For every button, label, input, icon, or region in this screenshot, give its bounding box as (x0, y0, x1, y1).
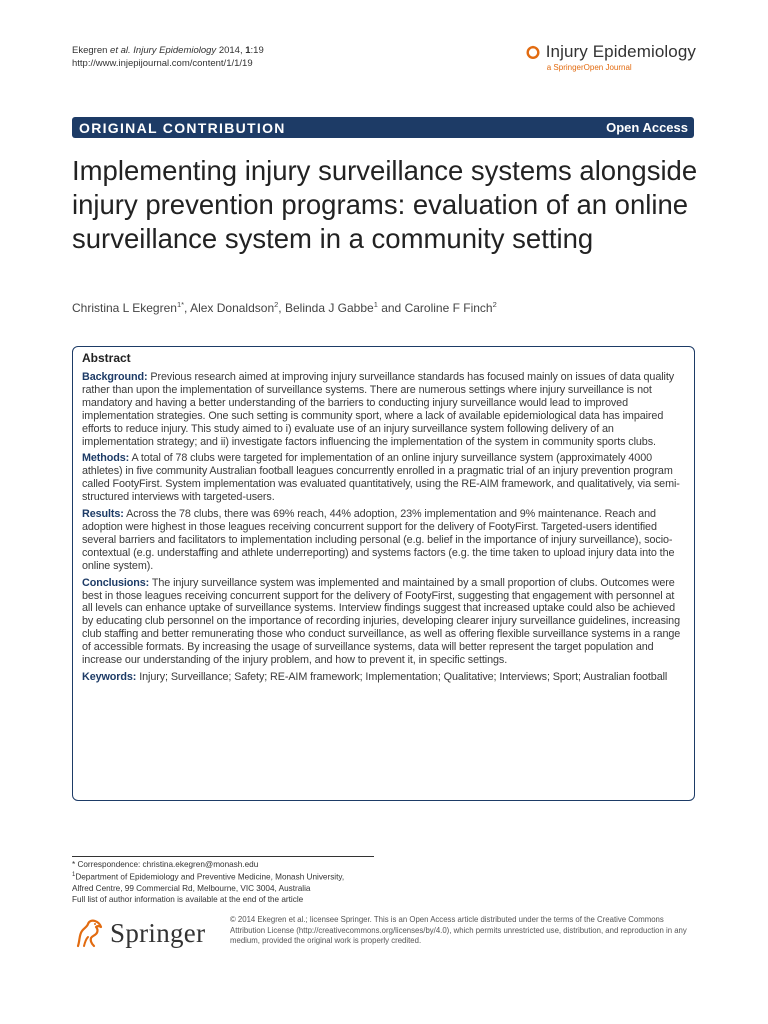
abstract-box (72, 346, 695, 801)
article-url[interactable]: http://www.injepijournal.com/content/1/1/19 (72, 58, 253, 69)
section-label: Conclusions: (82, 576, 150, 589)
correspondence-email[interactable]: * Correspondence: christina.ekegren@monash.edu (72, 860, 259, 869)
affiliation (72, 870, 402, 883)
abstract-results (82, 508, 684, 573)
affiliation-line: Alfred Centre, 99 Commercial Rd, Melbourne, VIC 3004, Australia (72, 883, 311, 893)
section-text: A total of 78 clubs were targeted for implementation of an online injury surveillance system (approximately 4000 athletes) in five community Australian football leagues concurrently enrolled in a pragmatic trial of an injury prevention program called FootyFirst. System implementation was evaluated quantitatively, using the RE-AIM framework, and qualitatively, via semi-structured interviews with targeted-users. (82, 452, 680, 504)
section-label: Keywords: (82, 670, 137, 683)
citation-et-al: et al. (110, 45, 131, 56)
publisher-logo[interactable] (72, 916, 205, 950)
publisher-name: Springer (110, 917, 206, 948)
author-affiliation-mark: 2 (492, 300, 497, 309)
affiliation-mark: 1 (72, 872, 76, 878)
article-citation (72, 44, 264, 70)
abstract-background (82, 371, 684, 448)
article-type-banner (72, 117, 694, 138)
section-text: Injury; Surveillance; Safety; RE-AIM framework; Implementation; Qualitative; Interviews; Sport; Australian football (139, 670, 668, 683)
abstract-conclusions (82, 577, 684, 667)
abstract-keywords (82, 671, 684, 684)
section-label: Methods: (82, 452, 130, 465)
author-separator: , (184, 301, 191, 315)
author-name: Caroline F Finch (404, 301, 493, 315)
article-type-label: ORIGINAL CONTRIBUTION (79, 119, 286, 136)
abstract-methods (82, 452, 684, 504)
section-label: Results: (82, 508, 124, 521)
author-list (72, 300, 692, 315)
citation-journal: Injury Epidemiology (133, 45, 217, 56)
author-name: Christina L Ekegren (72, 301, 177, 315)
section-text: Across the 78 clubs, there was 69% reach, 44% adoption, 23% implementation and 9% maintenance. Reach and adoption were highest in those leagues receiving concurrent support for the delivery of FootyFirst. Targeted-users identified several barriers and facilitators to implementation including personal (e.g. belief in the importance of injury surveillance), socio-contextual (e.g. understaffing and athlete underreporting) and systems factors (e.g. the time taken to upload injury data into the online system). (82, 508, 675, 572)
section-label: Background: (82, 371, 148, 383)
author-affiliation-mark: 1* (176, 300, 185, 309)
citation-year: 2014, (218, 45, 243, 56)
footnote-divider (72, 856, 374, 857)
license-text: © 2014 Ekegren et al.; licensee Springer. This is an Open Access article distributed under the terms of the Creative Commons Attribution License (http://creativecommons.org/licenses/by/4.0), which permits unrestricted use, distribution, and reproduction in any medium, provided the original work is properly credited. (230, 915, 687, 945)
author-affiliation-mark: 1 (373, 300, 378, 309)
affiliation-line: Department of Epidemiology and Preventive Medicine, Monash University, (75, 872, 345, 882)
author-affiliation-mark: 2 (274, 300, 279, 309)
open-access-label: Open Access (606, 120, 688, 135)
author-info-note: Full list of author information is available at the end of the article (72, 894, 304, 904)
journal-name: Injury Epidemiology (545, 42, 696, 61)
journal-logo[interactable] (526, 42, 696, 72)
article-title: Implementing injury surveillance systems alongside injury prevention programs: evaluation of an online surveillance system in a community setting (72, 155, 698, 254)
section-text: The injury surveillance system was implemented and maintained by a small proportion of clubs. Outcomes were best in those leagues receiving concurrent support for the delivery of FootyFirst, suggesting that engagement with personnel at all levels can enhance uptake of surveillance systems. Interview findings suggest that increased uptake could also be achieved by educating club personnel on the importance of recording injuries, developing clearer injury surveillance guidelines, increasing club staffing and better remunerating those who conduct surveillance, as well as offering flexible surveillance systems in a range of accessible formats. By increasing the usage of surveillance systems, data will better represent the target population and increase our understanding of the injury problem, and how to prevent it, in specific settings. (82, 576, 681, 667)
citation-volume: 1 (245, 45, 251, 56)
section-text: Previous research aimed at improving injury surveillance standards has focused mainly on issues of data quality rather than upon the implementation of surveillance systems. There are numerous settings where injury surveillance is not mandatory and having a better understanding of the barriers to conducting injury surveillance would lead to improved implementation strategies. One such setting is community sport, where a lack of available epidemiological data has impaired efforts to reduce injury. This study aimed to i) evaluate use of an injury surveillance system following delivery of an implementation strategy; and ii) investigate factors influencing the implementation of the system in community sports clubs. (82, 371, 675, 448)
citation-article: :19 (250, 45, 264, 56)
author-separator: , (278, 301, 285, 315)
citation-line (72, 44, 264, 57)
citation-author: Ekegren (72, 45, 108, 56)
journal-subtitle: a SpringerOpen Journal (546, 63, 632, 72)
springer-horse-icon (72, 916, 106, 950)
author-name: Alex Donaldson (190, 301, 275, 315)
author-separator: and (377, 301, 405, 315)
footnotes (72, 859, 402, 905)
abstract-heading: Abstract (82, 351, 131, 365)
journal-mark-icon (526, 45, 540, 59)
author-name: Belinda J Gabbe (284, 301, 374, 315)
